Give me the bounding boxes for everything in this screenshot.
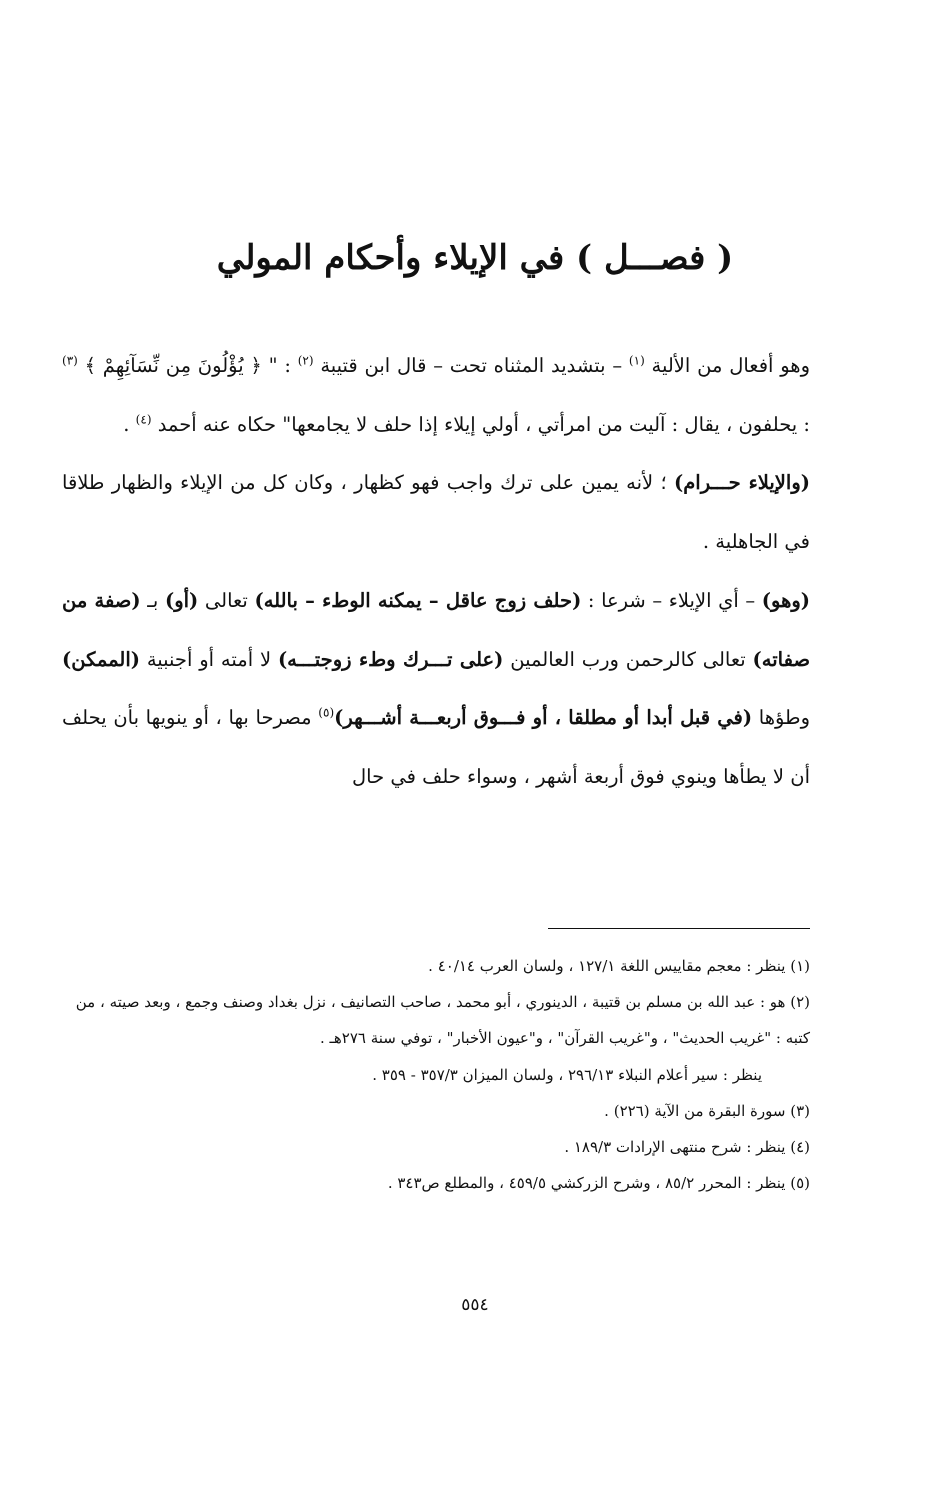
sharh-text: – أي الإيلاء – شرعا :	[581, 588, 762, 612]
sharh-text: لا أمته أو أجنبية	[139, 647, 278, 671]
paragraph	[62, 454, 810, 571]
footnote: ينظر : سير أعلام النبلاء ٢٩٦/١٣ ، ولسان الميزان ٣٥٧/٣ - ٣٥٩ .	[372, 1065, 762, 1084]
footnote: (٣) سورة البقرة من الآية (٢٢٦) .	[604, 1101, 810, 1120]
footnote-ref: (٢)	[297, 353, 314, 368]
main-text	[62, 337, 810, 807]
matn-text: (أو)	[164, 588, 199, 612]
sharh-text: مصرحا بها ، أو ينويها بأن يحلف أن لا يطأها وينوي فوق أربعة أشهر ، وسواء حلف في حال	[62, 706, 810, 788]
sharh-text: : " ﴿ يُؤْلُونَ مِن نِّسَآئِهِمْ ﴾	[77, 354, 298, 377]
footnote: (٢) هو : عبد الله بن مسلم بن قتيبة ، الدينوري ، أبو محمد ، صاحب التصانيف ، نزل بغداد وصنف وجمع ، وبعد صيته ، من كتبه : "غريب الحديث" ، و"غريب القرآن" ، و"عيون الأخبار" ، توفي سنة ٢٧٦هـ .	[75, 993, 810, 1048]
matn-text: (الممكن)	[62, 647, 140, 671]
matn-text: (صفة من صفاته)	[62, 588, 811, 671]
matn-text: (في قبل أبدا أو مطلقا ، أو فـــوق أربعـــة أشـــهر)	[334, 706, 753, 730]
footnote: (١) ينظر : معجم مقاييس اللغة ١٢٧/١ ، ولسان العرب ٤٠/١٤ .	[428, 957, 810, 975]
page-number: ٥٥٤	[461, 1295, 489, 1315]
sharh-text: بـ	[140, 588, 165, 612]
footnote-separator	[548, 928, 810, 929]
matn-text: (والإيلاء حـــرام)	[674, 471, 810, 495]
matn-text: (على تـــرك وطء زوجتـــه)	[277, 647, 504, 671]
matn-text: (وهو)	[761, 588, 811, 612]
footnote-ref: (٥)	[318, 705, 335, 720]
footnotes	[58, 948, 810, 1201]
footnote: (٥) ينظر : المحرر ٨٥/٢ ، وشرح الزركشي ٤٥٩/٥ ، والمطلع ص٣٤٣ .	[387, 1174, 810, 1193]
sharh-text: وطؤها	[752, 706, 810, 730]
sharh-text: ؛ لأنه يمين على ترك واجب فهو كظهار ، وكان كل من الإيلاء والظهار طلاقا في الجاهلية .	[62, 471, 810, 554]
paragraph	[62, 572, 810, 807]
sharh-text: : يحلفون ، يقال : آليت من امرأتي ، أولي إيلاء إذا حلف لا يجامعها" حكاه عنه أحمد	[151, 412, 810, 436]
footnote: (٤) ينظر : شرح منتهى الإرادات ١٨٩/٣ .	[564, 1138, 810, 1157]
chapter-title: ( فصـــل ) في الإيلاء وأحكام المولي	[216, 238, 734, 278]
sharh-text: وهو أفعال من الألية	[644, 354, 810, 377]
matn-text: (حلف زوج عاقل – يمكنه الوطء – بالله)	[254, 588, 582, 612]
sharh-text: .	[123, 412, 136, 436]
footnote-ref: (١)	[628, 353, 645, 368]
sharh-text: تعالى	[198, 588, 255, 612]
paragraph	[62, 337, 810, 454]
footnote-ref: (٣)	[62, 353, 78, 368]
footnote-ref: (٤)	[135, 412, 152, 427]
sharh-text: – بتشديد المثناه تحت – قال ابن قتيبة	[313, 354, 629, 377]
sharh-text: تعالى كالرحمن ورب العالمين	[503, 647, 753, 671]
